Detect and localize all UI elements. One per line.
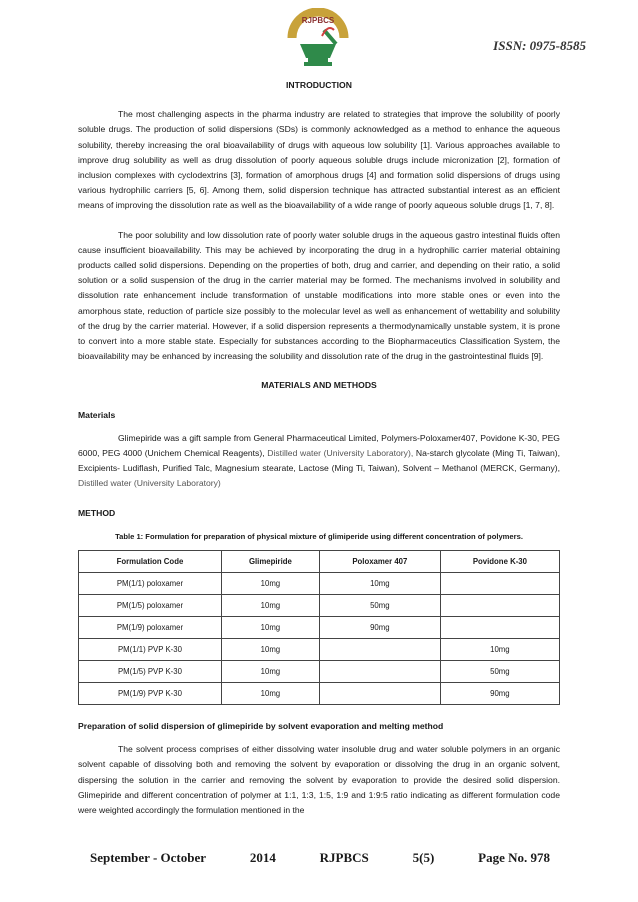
table-cell: [440, 573, 559, 595]
preparation-heading: Preparation of solid dispersion of glimepiride by solvent evaporation and melting method: [78, 721, 444, 732]
materials-heading: Materials: [78, 409, 116, 420]
footer-issue: 5(5): [412, 850, 435, 865]
table-row: [79, 661, 560, 683]
table-cell: 10mg: [221, 661, 319, 683]
formulation-table: [78, 550, 560, 705]
header-povidone-k30: Povidone K-30: [440, 551, 559, 573]
table-cell: [319, 661, 440, 683]
table-cell: [319, 683, 440, 705]
materials-paragraph: Glimepiride was a gift sample from General Pharmaceutical Limited, Polymers-Poloxamer407, Povidone K-30, PEG 6000, PEG 4000 (Unichem Chemical Reagents), Distilled water (University Laboratory), Na-starch glycolate (Ming Ti, Taiwan), Excipients- Ludiflash, Purified Talc, Magnesium stearate, Lactose (Ming Ti, Taiwan), Solvent – Methanol (MERCK, Germany), Distilled water (University Laboratory): [78, 432, 560, 489]
table-cell: [440, 595, 559, 617]
table-row: [79, 639, 560, 661]
table-cell: 10mg: [221, 595, 319, 617]
table-row: [79, 683, 560, 705]
table-cell: 10mg: [221, 683, 319, 705]
table-caption: Table 1: Formulation for preparation of physical mixture of glimiperide using different concentration of polymers.: [115, 531, 523, 541]
rjpbcs-logo: [286, 8, 350, 72]
table-row: [79, 617, 560, 639]
materials-methods-heading: MATERIALS AND METHODS: [261, 380, 377, 391]
table-header-row: [79, 551, 560, 573]
table-cell: 50mg: [319, 595, 440, 617]
article-body: [78, 78, 560, 818]
table-cell: 10mg: [440, 639, 559, 661]
page-footer: [90, 850, 550, 866]
introduction-paragraph-2: The poor solubility and low dissolution rate of poorly water soluble drugs in the aqueous gastro intestinal fluids often cause insufficient bioavailability. This may be achieved by incorporating the drug in a hydrophilic carrier material obtaining products called solid dispersions. Depending on the properties of both, drug and carrier, and depending on their ratio, a solid solution or a solid suspension of the drug in the carrier material may be formed. The mechanisms involved in solubility and dissolution rate enhancement include transformation of unstable modifications into more stable ones or even into the amorphous state, reduction of particle size possibly to the molecular level as well as enhancement of wettability and solubility of the drug by the carrier material. However, if a solid dispersion represents a thermodynamically unstable system, it is prone to convert into a more stable state. Especially for substances according to the Biopharmaceutics Classification System, the bioavailability may be enhanced by increasing the solubility and dissolution rate of the drug in the gastrointestinal fluids [9].: [78, 229, 560, 362]
footer-period: September - October: [90, 850, 207, 865]
header-formulation-code: Formulation Code: [79, 551, 222, 573]
table-cell: PM(1/1) poloxamer: [79, 573, 222, 595]
table-cell: PM(1/5) poloxamer: [79, 595, 222, 617]
table-row: [79, 595, 560, 617]
table-cell: PM(1/1) PVP K-30: [79, 639, 222, 661]
table-cell: [319, 639, 440, 661]
table-cell: PM(1/5) PVP K-30: [79, 661, 222, 683]
table-cell: 10mg: [319, 573, 440, 595]
table-cell: PM(1/9) PVP K-30: [79, 683, 222, 705]
table-cell: 90mg: [440, 683, 559, 705]
table-cell: 90mg: [319, 617, 440, 639]
header-glimepiride: Glimepiride: [221, 551, 319, 573]
footer-year: 2014: [249, 850, 276, 865]
table-cell: 50mg: [440, 661, 559, 683]
table-cell: 10mg: [221, 573, 319, 595]
table-cell: PM(1/9) poloxamer: [79, 617, 222, 639]
preparation-paragraph: The solvent process comprises of either dissolving water insoluble drug and water soluble polymers in an organic solvent capable of dissolving both and removing the solvent by evaporation or dissolving the drug in an organic solvent, dispersing the solution in the carrier and removing the solvent by evaporation to provide the desired solid dispersion. Glimepiride and different concentration of polymer at 1:1, 1:3, 1:5, 1:9 and 1:9:5 ratio indicating as different formulation code were weighted accordingly the formulation mentioned in the: [78, 744, 560, 816]
header-poloxamer-407: Poloxamer 407: [319, 551, 440, 573]
table-cell: 10mg: [221, 639, 319, 661]
table-cell: 10mg: [221, 617, 319, 639]
footer-journal: RJPBCS: [319, 850, 369, 865]
footer-page-number: Page No. 978: [478, 850, 550, 865]
svg-text:RJPBCS: RJPBCS: [301, 16, 335, 25]
table-cell: [440, 617, 559, 639]
introduction-paragraph-1: The most challenging aspects in the pharma industry are related to strategies that improve the solubility of poorly soluble drugs. The production of solid dispersions (SDs) is commonly acknowledged as a method to enhance the aqueous solubility, thereby increasing the oral bioavailability of drugs with aqueous low solubility [1]. Various approaches available to improve drug solubility as well as drug dissolution of poorly aqueous soluble drugs include micronization [2], formation of inclusion complexes with cyclodextrins [3], formation of amorphous drugs [4] and formation solid dispersions of drugs using various hydrophilic carriers [5, 6]. Among them, solid dispersion technique has attracted substantial interest as an efficient means of improving the dissolution rate as well as the bioavailability of a wide range of poorly aqueous soluble drugs [1, 7, 8].: [78, 109, 560, 211]
issn-number: ISSN: 0975-8585: [493, 38, 586, 53]
method-heading: METHOD: [78, 507, 116, 518]
introduction-heading: INTRODUCTION: [286, 80, 352, 90]
table-row: [79, 573, 560, 595]
